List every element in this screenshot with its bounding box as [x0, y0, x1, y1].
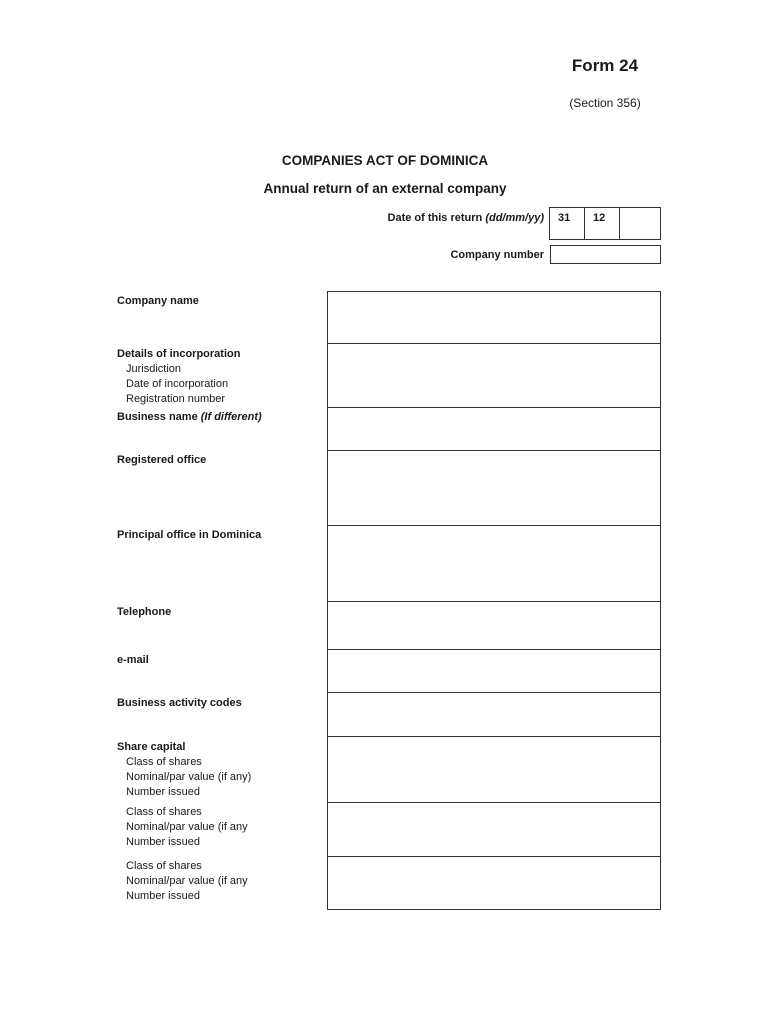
- email-label-text: e-mail: [117, 654, 149, 666]
- date-label-main: Date of this return: [387, 212, 486, 224]
- share-class-label-3: Class of shares: [126, 860, 202, 872]
- business-name-label: [117, 410, 262, 425]
- share-capital-field-1[interactable]: [327, 736, 661, 803]
- number-issued-label-1: Number issued: [126, 786, 200, 798]
- registration-number-label: Registration number: [126, 393, 226, 405]
- email-field[interactable]: [327, 649, 661, 693]
- share-capital-label-text: Share capital: [117, 741, 186, 753]
- activity-codes-field[interactable]: [327, 692, 661, 737]
- number-issued-label-2: Number issued: [126, 836, 200, 848]
- share-capital-field-3[interactable]: [327, 856, 661, 910]
- jurisdiction-label: Jurisdiction: [126, 363, 182, 375]
- activity-codes-label: [117, 696, 242, 711]
- share-group-3-label: [117, 859, 248, 904]
- registered-office-label: [117, 453, 206, 468]
- form-subtitle: Annual return of an external company: [263, 181, 507, 196]
- company-name-label: [117, 294, 199, 309]
- date-month-cell[interactable]: 12: [585, 208, 620, 239]
- form-number: Form 24: [571, 56, 639, 75]
- principal-office-field[interactable]: [327, 525, 661, 602]
- incorporation-label: [117, 347, 240, 407]
- act-title: COMPANIES ACT OF DOMINICA: [281, 153, 489, 168]
- date-day-cell[interactable]: 31: [550, 208, 585, 239]
- share-class-label-2: Class of shares: [126, 806, 202, 818]
- incorporation-label-text: Details of incorporation: [117, 348, 241, 360]
- business-name-field[interactable]: [327, 407, 661, 451]
- date-of-return-label: [388, 212, 544, 224]
- business-name-label-main: Business name: [117, 411, 201, 423]
- share-class-label-1: Class of shares: [126, 756, 202, 768]
- nominal-value-label-1: Nominal/par value (if any): [126, 771, 252, 783]
- share-group-2-label: [117, 805, 248, 850]
- principal-office-label: [117, 528, 261, 543]
- date-of-return-field[interactable]: [549, 207, 661, 240]
- date-year-cell[interactable]: [620, 208, 660, 239]
- business-name-label-note: (If different): [200, 411, 262, 423]
- telephone-label-text: Telephone: [117, 606, 172, 618]
- number-issued-label-3: Number issued: [126, 890, 200, 902]
- principal-office-label-text: Principal office in Dominica: [117, 529, 262, 541]
- section-reference: (Section 356): [569, 96, 641, 110]
- date-of-incorporation-label: Date of incorporation: [126, 378, 229, 390]
- date-label-format: (dd/mm/yy): [485, 212, 544, 224]
- activity-codes-label-text: Business activity codes: [117, 697, 242, 709]
- telephone-label: [117, 605, 171, 620]
- share-capital-label: [117, 740, 251, 800]
- email-label: [117, 653, 149, 668]
- company-number-label: Company number: [450, 249, 544, 261]
- share-capital-field-2[interactable]: [327, 802, 661, 857]
- company-number-field[interactable]: [550, 245, 661, 264]
- incorporation-field[interactable]: [327, 343, 661, 408]
- registered-office-label-text: Registered office: [117, 454, 207, 466]
- company-name-field[interactable]: [327, 291, 661, 344]
- company-name-label-text: Company name: [117, 295, 199, 307]
- registered-office-field[interactable]: [327, 450, 661, 526]
- telephone-field[interactable]: [327, 601, 661, 650]
- nominal-value-label-2: Nominal/par value (if any: [126, 821, 248, 833]
- nominal-value-label-3: Nominal/par value (if any: [126, 875, 248, 887]
